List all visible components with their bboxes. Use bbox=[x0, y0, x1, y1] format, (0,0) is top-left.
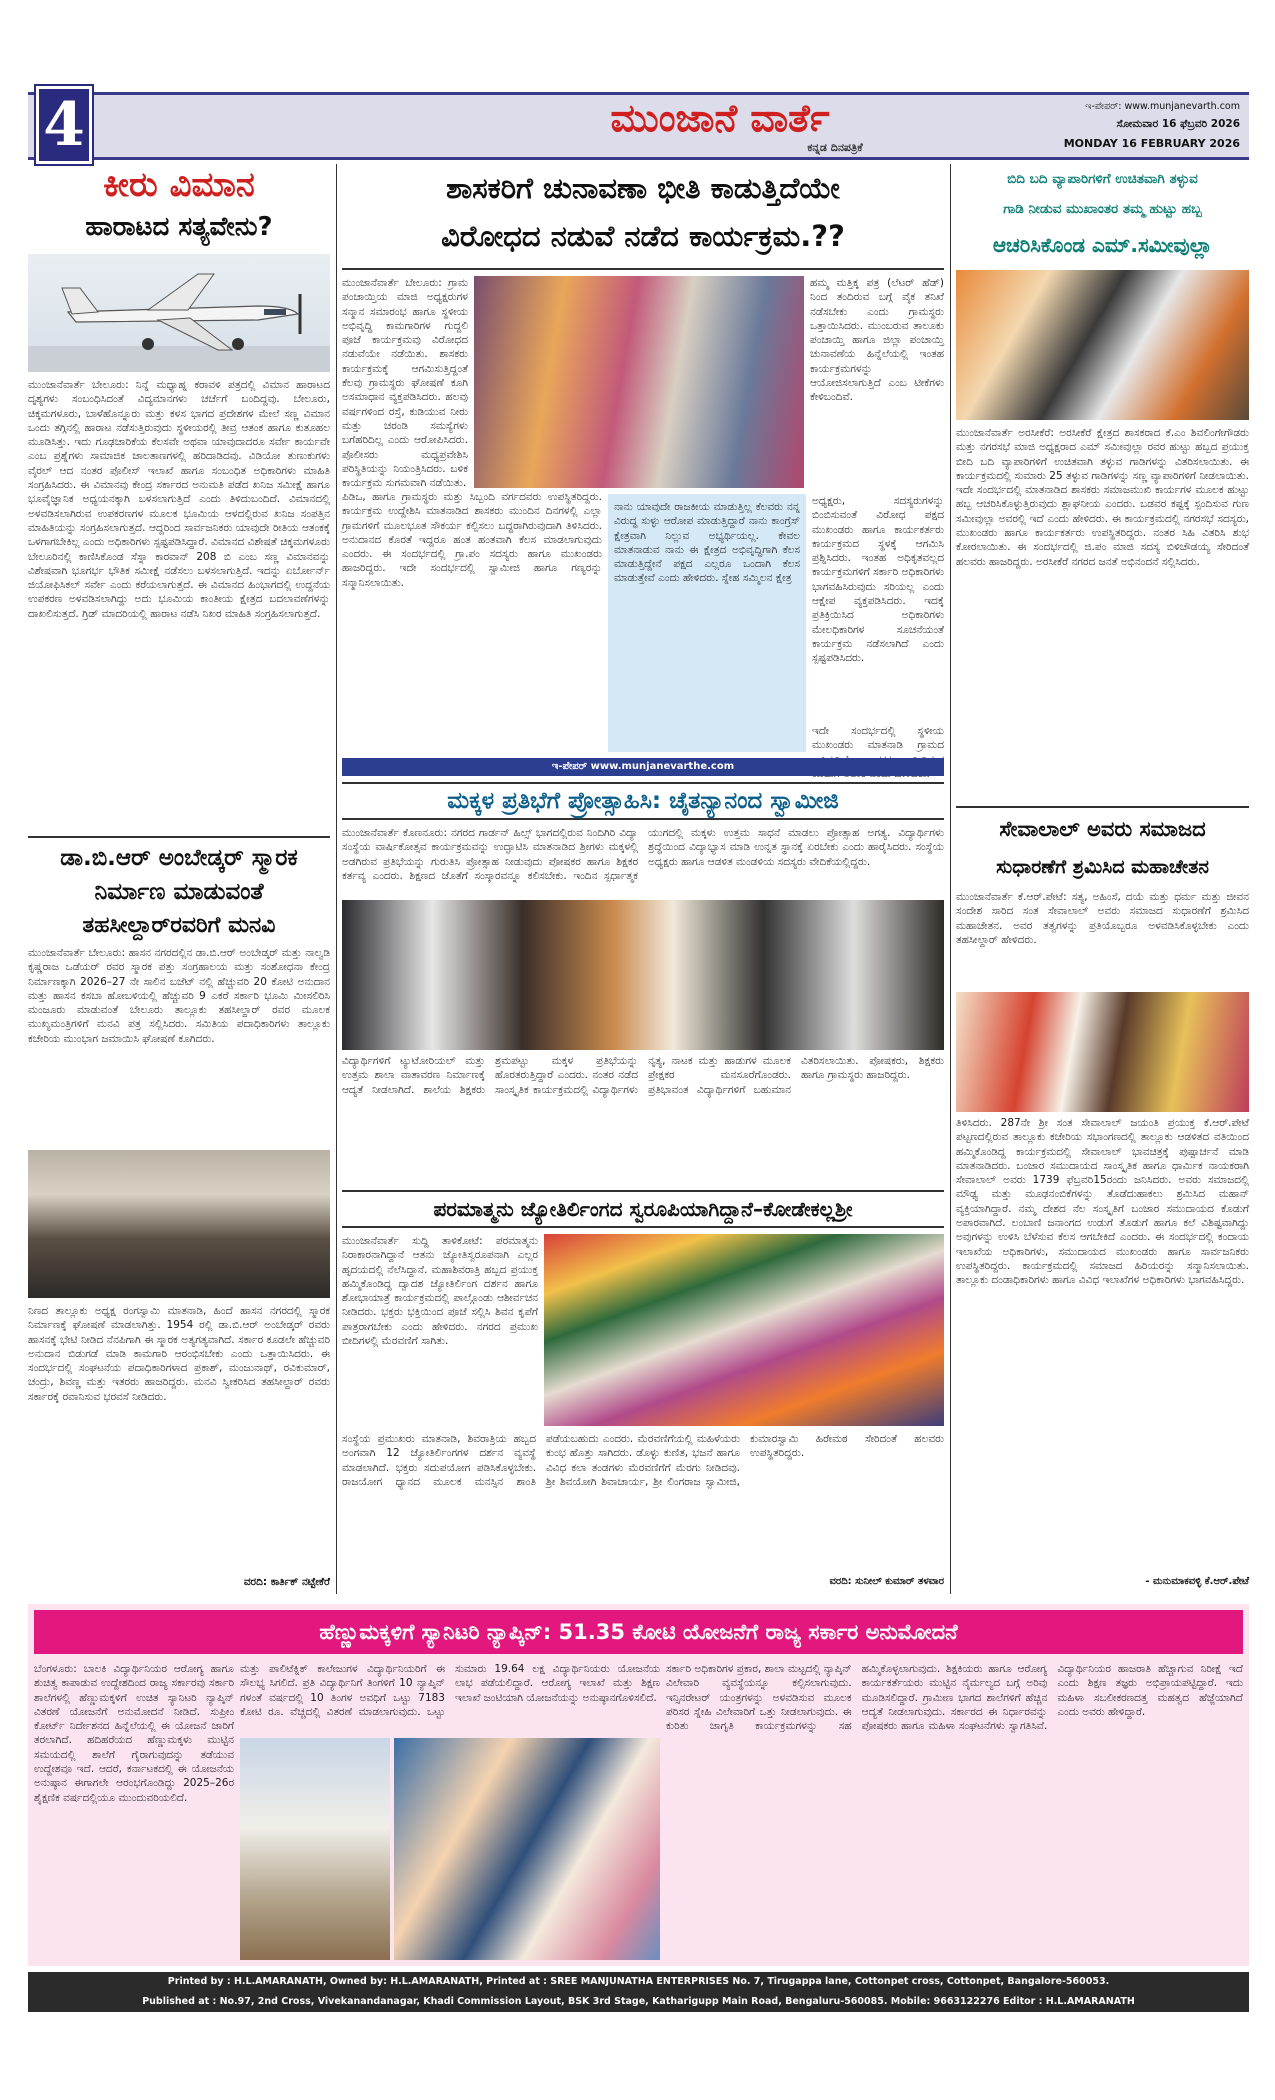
lead-body-3: ಹಮ್ಮ ಮತ್ತಿಕ್ಕ ಪತ್ರ (ಲೆಟರ್ ಹೆಡ್) ನಿಂದ ತಂದಿರುವ ಬಗ್ಗೆ ವೈಕ ತನಿಖೆ ನಡೆಸಬೇಕು ಎಂದು ಗ್ರಾಮಸ್ಥರು ಒತ್ತಾಯಿಸಿದರು. ಮುಂಬರುವ ತಾಲೂಕು ಪಂಚಾಯ್ತಿ ಹಾಗೂ ಜಿಲ್ಲಾ ಪಂಚಾಯ್ತಿ ಚುನಾವಣೆಯ ಹಿನ್ನೆಲೆಯಲ್ಲಿ ಇಂತಹ ಕಾರ್ಯಕ್ರಮಗಳನ್ನು ಆಯೋಜಿಸಲಾಗುತ್ತಿದೆ ಎಂಬ ಟೀಕೆಗಳು ಕೇಳಿಬಂದಿವೆ. bbox=[810, 277, 944, 404]
ambedkar-headline-1: ಡಾ.ಬಿ.ಆರ್ ಅಂಬೇಡ್ಕರ್ ಸ್ಮಾರಕ bbox=[60, 845, 298, 871]
vendor-headline-3: ಆಚರಿಸಿಕೊಂಡ ಎಮ್.ಸಮೀವುಲ್ಲಾ bbox=[992, 233, 1213, 257]
plane-body: ಮುಂಜಾನೆವಾರ್ತೆ ಬೇಲೂರು: ನಿನ್ನೆ ಮಧ್ಯಾಹ್ನ ಕರಾವಳಿ ಪತ್ರದಲ್ಲಿ ವಿಮಾನ ಹಾರಾಟದ ದೃಶ್ಯಗಳು ಸಂಬಂಧಿಸಿದಂತೆ ವಿದ್ಯಮಾನಗಳು ಚರ್ಚೆಗೆ ಬಂದಿದ್ದವು. ಬೇಲೂರು, ಚಿಕ್ಕಮಗಳೂರು, ಬಾಳೆಹೊನ್ನೂರು ಮತ್ತು ಕಳಸ ಭಾಗದ ಪ್ರದೇಶಗಳ ಮೇಲೆ ಸಣ್ಣ ವಿಮಾನ ಒಂದು ತಗ್ಗಿನಲ್ಲಿ ಹಾರಾಟ ನಡೆಸುತ್ತಿರುವುದು ಸ್ಥಳೀಯರಲ್ಲಿ ತೀವ್ರ ಆತಂಕ ಹಾಗೂ ಕುತೂಹಲ ಮೂಡಿಸಿತ್ತು. ಇದು ಗೂಢಚಾರಿಕೆಯ ಕೆಲಸವೇ ಅಥವಾ ಯಾವುದಾದರೂ ಸರ್ವೇ ಕಾರ್ಯವೇ ಎಂಬ ಪ್ರಶ್ನೆಗಳು ಸಾಮಾಜಿಕ ಜಾಲತಾಣಗಳಲ್ಲಿ ಹರಿದಾಡಿದವು. ವಿಡಿಯೋ ತುಣುಕುಗಳು ವೈರಲ್ ಆದ ನಂತರ ಪೊಲೀಸ್ ಇಲಾಖೆ ಹಾಗೂ ಸಂಬಂಧಿತ ಅಧಿಕಾರಿಗಳು ಮಾಹಿತಿ ಸಂಗ್ರಹಿಸಿದರು. ಈ ವಿಮಾನವು ಕೇಂದ್ರ ಸರ್ಕಾರದ ಅನುಮತಿ ಪಡೆದ ಖನಿಜ ಸಮೀಕ್ಷೆ ಹಾಗೂ ಭೂವೈಜ್ಞಾನಿಕ ಅಧ್ಯಯನಕ್ಕಾಗಿ ಬಳಸಲಾಗುತ್ತಿದೆ ಎಂದು ತಿಳಿದುಬಂದಿದೆ. ವಿಮಾನದಲ್ಲಿ ಅಳವಡಿಸಲಾಗಿರುವ ಉಪಕರಣಗಳ ಮೂಲಕ ಭೂಮಿಯ ಆಳದಲ್ಲಿರುವ ಖನಿಜ ಸಂಪತ್ತಿನ ಮಾಹಿತಿಯನ್ನು ಸಂಗ್ರಹಿಸಲಾಗುತ್ತದೆ. ಆದ್ದರಿಂದ ಸಾರ್ವಜನಿಕರು ಯಾವುದೇ ರೀತಿಯ ಆತಂಕಕ್ಕೆ ಒಳಗಾಗಬೇಕಿಲ್ಲ ಎಂದು ಅಧಿಕಾರಿಗಳು ಸ್ಪಷ್ಟಪಡಿಸಿದ್ದಾರೆ. ವಿಮಾನದ ವಿಶೇಷತೆ ಚಿಕ್ಕಮಗಳೂರು ಬೇಲೂರಿನಲ್ಲಿ ಕಾಣಿಸಿಕೊಂಡ ಸೆಸ್ನಾ ಕಾರವಾನ್ 208 ಬಿ ಎಂಬ ಸಣ್ಣ ವಿಮಾನವನ್ನು ವಿಶೇಷವಾಗಿ ಭೂಗರ್ಭ ಭೌತಿಕ ಸಮೀಕ್ಷೆ ನಡೆಸಲು ಬಳಸಲಾಗುತ್ತಿದೆ. ಇದನ್ನು ಏರ್ಬೋರ್ನ್ ಜಿಯೋಫಿಸಿಕಲ್ ಸರ್ವೇ ಎಂದು ಕರೆಯಲಾಗುತ್ತದೆ. ಈ ವಿಮಾನದ ಹಿಂಭಾಗದಲ್ಲಿ ಉದ್ದನೆಯ ಉಪಕರಣ ಅಳವಡಿಸಲಾಗಿದ್ದು ಅದು ಭೂಮಿಯ ಕಾಂತೀಯ ಕ್ಷೇತ್ರದ ಬದಲಾವಣೆಗಳನ್ನು ದಾಖಲಿಸುತ್ತದೆ. ಗ್ರಿಡ್ ಮಾದರಿಯಲ್ಲಿ ಹಾರಾಟ ನಡೆಸಿ ನಿಖರ ಮಾಹಿತಿ ಸಂಗ್ರಹಿಸಲಾಗುತ್ತದೆ. bbox=[28, 379, 330, 620]
paper-subtitle: ಕನ್ನಡ ದಿನಪತ್ರಿಕೆ bbox=[807, 141, 863, 154]
ambedkar-body-1: ಮುಂಜಾನೆವಾರ್ತೆ ಬೇಲೂರು: ಹಾಸನ ನಗರದಲ್ಲಿನ ಡಾ.ಬಿ.ಆರ್ ಅಂಬೇಡ್ಕರ್ ಮತ್ತು ನಾಲ್ವಡಿ ಕೃಷ್ಣರಾಜ ಒಡೆಯರ್ ರವರ ಸ್ಮಾರಕ ಪತ್ತು ಸಂಗ್ರಹಾಲಯ ಮತ್ತು ಸಂಶೋಧನಾ ಕೇಂದ್ರ ನಿರ್ಮಾಣಕ್ಕಾಗಿ 2026–27 ನೇ ಸಾಲಿನ ಬಜೆಟ್ ನಲ್ಲಿ ಹೆಚ್ಚುವರಿ 20 ಕೋಟಿ ಅನುದಾನ ಮತ್ತು ಹಾಸನ ಕಸಬಾ ಹೋಬಳಿಯಲ್ಲಿ ಹೆಚ್ಚುವರಿ 9 ಎಕರೆ ಸರ್ಕಾರಿ ಭೂಮಿ ಮೀಸಲಿರಿಸಿ ಮಂಜೂರು ಮಾಡುವಂತೆ ಬೇಲೂರು ತಾಲ್ಲೂಕು ತಹಸೀಲ್ದಾರ್ ರವರ ಮೂಲಕ ಮುಖ್ಯಮಂತ್ರಿಗಳಿಗೆ ಮನವಿ ಪತ್ರ ಸಲ್ಲಿಸಿದರು. ಸಮಿತಿಯ ಪದಾಧಿಕಾರಿಗಳು ತಾಲ್ಲೂಕು ಕಚೇರಿಯ ಮುಂಭಾಗ ಜಮಾಯಿಸಿ ಘೋಷಣೆ ಕೂಗಿದರು. bbox=[28, 947, 330, 1045]
masthead-date-en: MONDAY 16 FEBRUARY 2026 bbox=[1063, 137, 1240, 150]
sevalal-photo bbox=[956, 992, 1249, 1112]
sevalal-credit: - ಮನುಮಾಕವಳ್ಳಿ ಕೆ.ಆರ್.ಪೇಟೆ bbox=[1145, 1576, 1249, 1587]
imprint-footer bbox=[28, 1972, 1249, 2012]
masthead-site: ಇ-ಪೇಪರ್: www.munjanevarth.com bbox=[1085, 101, 1240, 112]
sevalal-headline-1: ಸೇವಾಲಾಲ್ ಅವರು ಸಮಾಜದ bbox=[999, 817, 1206, 841]
lead-body-2: ಪಿಡಿಒ, ಹಾಗೂ ಗ್ರಾಮಸ್ಥರು ಮತ್ತು ಸಿಬ್ಬಂದಿ ವರ್ಗದವರು ಉಪಸ್ಥಿತರಿದ್ದರು. ಕಾರ್ಯಕ್ರಮ ಉದ್ದೇಶಿಸಿ ಮಾತನಾಡಿದ ಶಾಸಕರು ಮುಂದಿನ ದಿನಗಳಲ್ಲಿ ಎಲ್ಲಾ ಗ್ರಾಮಗಳಿಗೆ ಮೂಲಭೂತ ಸೌಕರ್ಯ ಕಲ್ಪಿಸಲು ಬದ್ಧರಾಗಿರುವುದಾಗಿ ತಿಳಿಸಿದರು. ಅನುದಾನದ ಕೊರತೆ ಇದ್ದರೂ ಹಂತ ಹಂತವಾಗಿ ಕೆಲಸ ಮಾಡಲಾಗುವುದು ಎಂದರು. ಈ ಸಂದರ್ಭದಲ್ಲಿ ಗ್ರಾ.ಪಂ ಸದಸ್ಯರು ಹಾಗೂ ಮುಖಂಡರು ಹಾಜರಿದ್ದರು. ಇದೇ ಸಂದರ್ಭದಲ್ಲಿ ಸ್ವಾಮೀಜಿ ಹಾಗೂ ಗಣ್ಯರನ್ನು ಸನ್ಮಾನಿಸಲಾಯಿತು. bbox=[342, 491, 602, 589]
children-headline: ಮಕ್ಕಳ ಪ್ರತಿಭೆಗೆ ಪ್ರೋತ್ಸಾಹಿಸಿ: ಚೈತನ್ಯಾನಂದ ಸ್ವಾಮೀಜಿ bbox=[447, 788, 839, 814]
plane-headline-1: ಕೀರು ವಿಮಾನ bbox=[103, 165, 255, 205]
divider bbox=[956, 806, 1249, 808]
kodekal-body-2: ಸಂಸ್ಥೆಯ ಪ್ರಮುಖರು ಮಾತನಾಡಿ, ಶಿವರಾತ್ರಿಯ ಹಬ್ಬದ ಅಂಗವಾಗಿ 12 ಜ್ಯೋತಿರ್ಲಿಂಗಗಳ ದರ್ಶನ ವ್ಯವಸ್ಥೆ ಮಾಡಲಾಗಿದೆ. ಭಕ್ತರು ಸದುಪಯೋಗ ಪಡಿಸಿಕೊಳ್ಳಬೇಕು. ರಾಜಯೋಗ ಧ್ಯಾನದ ಮೂಲಕ ಮನಸ್ಸಿನ ಶಾಂತಿ ಪಡೆಯಬಹುದು ಎಂದರು. ಮೆರವಣಿಗೆಯಲ್ಲಿ ಮಹಿಳೆಯರು ಕುಂಭ ಹೊತ್ತು ಸಾಗಿದರು. ಡೊಳ್ಳು ಕುಣಿತ, ಭಜನೆ ಹಾಗೂ ವಿವಿಧ ಕಲಾ ತಂಡಗಳು ಮೆರವಣಿಗೆಗೆ ಮೆರಗು ನೀಡಿದವು. ಶ್ರೀ ಶಿವಯೋಗಿ ಶಿವಾಚಾರ್ಯ, ಶ್ರೀ ಲಿಂಗರಾಜ ಸ್ವಾಮೀಜಿ, ಕುಮಾರಸ್ವಾಮಿ ಹಿರೇಮಠ ಸೇರಿದಂತೆ ಹಲವರು ಉಪಸ್ಥಿತರಿದ್ದರು. bbox=[342, 1433, 944, 1488]
vendor-body: ಮುಂಜಾನೆವಾರ್ತೆ ಅರಸೀಕೆರೆ: ಅರಸೀಕೆರೆ ಕ್ಷೇತ್ರದ ಶಾಸಕರಾದ ಕೆ.ಎಂ ಶಿವಲಿಂಗೇಗೌಡರು ಮತ್ತು ನಗರಸಭೆ ಮಾಜಿ ಅಧ್ಯಕ್ಷರಾದ ಎಮ್ ಸಮೀವುಲ್ಲಾ ರವರ ಹುಟ್ಟು ಹಬ್ಬದ ಪ್ರಯುಕ್ತ ಬೀದಿ ಬದಿ ವ್ಯಾಪಾರಿಗಳಿಗೆ ಉಚಿತವಾಗಿ ತಳ್ಳುವ ಗಾಡಿಗಳನ್ನು ವಿತರಿಸಲಾಯಿತು. ಈ ಕಾರ್ಯಕ್ರಮದಲ್ಲಿ ಸುಮಾರು 25 ತಳ್ಳುವ ಗಾಡಿಗಳನ್ನು ಸಣ್ಣ ವ್ಯಾಪಾರಿಗಳಿಗೆ ನೀಡಲಾಯಿತು. ಇದೇ ಸಂದರ್ಭದಲ್ಲಿ ಮಾತನಾಡಿದ ಶಾಸಕರು ಸಮಾಜಮುಖಿ ಕಾರ್ಯಗಳ ಮೂಲಕ ಹುಟ್ಟು ಹಬ್ಬ ಆಚರಿಸಿಕೊಳ್ಳುತ್ತಿರುವುದು ಶ್ಲಾಘನೀಯ ಎಂದರು. ಬಡವರ ಕಷ್ಟಕ್ಕೆ ಸ್ಪಂದಿಸುವ ಗುಣ ಸಮೀವುಲ್ಲಾ ಅವರಲ್ಲಿ ಇದೆ ಎಂದು ಹೇಳಿದರು. ಈ ಕಾರ್ಯಕ್ರಮದಲ್ಲಿ ನಗರಸಭೆ ಸದಸ್ಯರು, ಮುಖಂಡರು ಹಾಗೂ ಕಾರ್ಯಕರ್ತರು ಉಪಸ್ಥಿತರಿದ್ದರು. ನಂತರ ಸಿಹಿ ವಿತರಿಸಿ ಶುಭ ಕೋರಲಾಯಿತು. ಈ ಸಂದರ್ಭದಲ್ಲಿ ಜಿ.ಪಂ ಮಾಜಿ ಸದಸ್ಯ ಬಿಳಿಚೌಡಯ್ಯ ಸೇರಿದಂತೆ ಹಲವರು ಹಾಜರಿದ್ದರು. ಅರಸೀಕೆರೆ ನಗರದ ಜನತೆ ಅಭಿನಂದನೆ ಸಲ್ಲಿಸಿದರು. bbox=[956, 427, 1250, 568]
sanitary-headline-bar bbox=[34, 1610, 1243, 1654]
sanitary-body-2: ಮತ್ತು ಪಾಲಿಟೆಕ್ನಿಕ್ ಕಾಲೇಜುಗಳ ವಿದ್ಯಾರ್ಥಿನಿಯರಿಗೆ ಈ ಸೌಲಭ್ಯ ಸಿಗಲಿದೆ. ಪ್ರತಿ ವಿದ್ಯಾರ್ಥಿನಿಗೆ ತಿಂಗಳಿಗೆ 10 ನ್ಯಾಪ್ಕಿನ್ ಗಳಂತೆ ವರ್ಷದಲ್ಲಿ 10 ತಿಂಗಳ ಅವಧಿಗೆ ಒಟ್ಟು 7183 ಕೋಟಿ ರೂ. ವೆಚ್ಚದಲ್ಲಿ ವಿತರಣೆ ಮಾಡಲಾಗುವುದು. ಒಟ್ಟು ಸುಮಾರು 19.64 ಲಕ್ಷ ವಿದ್ಯಾರ್ಥಿನಿಯರು ಯೋಜನೆಯ ಲಾಭ ಪಡೆಯಲಿದ್ದಾರೆ. ಆರೋಗ್ಯ ಇಲಾಖೆ ಮತ್ತು ಶಿಕ್ಷಣ ಇಲಾಖೆ ಜಂಟಿಯಾಗಿ ಯೋಜನೆಯನ್ನು ಅನುಷ್ಠಾನಗೊಳಿಸಲಿದೆ. bbox=[240, 1663, 660, 1718]
plane-headline-2: ಹಾರಾಟದ ಸತ್ಯವೇನು? bbox=[85, 212, 273, 242]
paper-title: ಮುಂಜಾನೆ ವಾರ್ತೆ bbox=[610, 96, 830, 140]
column-rule-left bbox=[336, 164, 337, 1594]
kodekal-photo bbox=[544, 1234, 944, 1426]
lead-body-4: ಅಧ್ಯಕ್ಷರು, ಸದಸ್ಯರುಗಳನ್ನು ಬಿಂಬಿಸುವಂತೆ ವಿರೋಧ ಪಕ್ಷದ ಮುಖಂಡರು ಹಾಗೂ ಕಾರ್ಯಕರ್ತರು ಕಾರ್ಯಕ್ರಮದ ಸ್ಥಳಕ್ಕೆ ಆಗಮಿಸಿ ಪ್ರಶ್ನಿಸಿದರು. ಇಂತಹ ಅಧಿಕೃತವಲ್ಲದ ಕಾರ್ಯಕ್ರಮಗಳಿಗೆ ಸರ್ಕಾರಿ ಅಧಿಕಾರಿಗಳು ಭಾಗವಹಿಸಿರುವುದು ಸರಿಯಲ್ಲ ಎಂದು ಆಕ್ಷೇಪ ವ್ಯಕ್ತಪಡಿಸಿದರು. ಇದಕ್ಕೆ ಪ್ರತಿಕ್ರಿಯಿಸಿದ ಅಧಿಕಾರಿಗಳು ಮೇಲಧಿಕಾರಿಗಳ ಸೂಚನೆಯಂತೆ ಕಾರ್ಯಕ್ರಮ ನಡೆಸಲಾಗಿದೆ ಎಂದು ಸ್ಪಷ್ಟಪಡಿಸಿದರು. bbox=[812, 495, 944, 665]
children-body-1: ಮುಂಜಾನೆವಾರ್ತೆ ಕೊಣನೂರು: ನಗರದ ಗಾರ್ಡನ್ ಹಿಲ್ಸ್ ಭಾಗದಲ್ಲಿರುವ ನಿಂದಿಗಿರಿ ವಿದ್ಯಾ ಸಂಸ್ಥೆಯ ವಾರ್ಷಿಕೋತ್ಸವ ಕಾರ್ಯಕ್ರಮವನ್ನು ಉದ್ಘಾಟಿಸಿ ಮಾತನಾಡಿದ ಶ್ರೀಗಳು ಮಕ್ಕಳಲ್ಲಿ ಅಡಗಿರುವ ಪ್ರತಿಭೆಯನ್ನು ಗುರುತಿಸಿ ಪ್ರೋತ್ಸಾಹ ನೀಡುವುದು ಪೋಷಕರ ಹಾಗೂ ಶಿಕ್ಷಕರ ಕರ್ತವ್ಯ ಎಂದರು. ಶಿಕ್ಷಣದ ಜೊತೆಗೆ ಸಂಸ್ಕಾರವನ್ನೂ ಕಲಿಸಬೇಕು. ಇಂದಿನ ಸ್ಪರ್ಧಾತ್ಮಕ ಯುಗದಲ್ಲಿ ಮಕ್ಕಳು ಉತ್ತಮ ಸಾಧನೆ ಮಾಡಲು ಪ್ರೋತ್ಸಾಹ ಅಗತ್ಯ. ವಿದ್ಯಾರ್ಥಿಗಳು ಶ್ರದ್ಧೆಯಿಂದ ವಿದ್ಯಾಭ್ಯಾಸ ಮಾಡಿ ಉನ್ನತ ಸ್ಥಾನಕ್ಕೆ ಏರಬೇಕು ಎಂದು ಹಾರೈಸಿದರು. ಸಂಸ್ಥೆಯ ಅಧ್ಯಕ್ಷರು ಹಾಗೂ ಆಡಳಿತ ಮಂಡಳಿಯ ಸದಸ್ಯರು ವೇದಿಕೆಯಲ್ಲಿದ್ದರು. bbox=[342, 827, 944, 882]
ambedkar-headline-3: ತಹಸೀಲ್ದಾರ್‌ರವರಿಗೆ ಮನವಿ bbox=[82, 913, 276, 938]
vendor-photo bbox=[956, 270, 1249, 420]
plane-photo bbox=[28, 254, 330, 372]
imprint-line-2: Published at : No.97, 2nd Cross, Vivekanandanagar, Khadi Commission Layout, BSK 3rd Stage, Katharigupp Main Road, Bengaluru-560085. Mobile: 9663122276 Editor : H.L.AMARANATH bbox=[142, 1996, 1135, 2007]
column-rule-right bbox=[950, 164, 951, 1594]
lead-headline-2: ವಿರೋಧದ ನಡುವೆ ನಡೆದ ಕಾರ್ಯಕ್ರಮ.?? bbox=[441, 219, 845, 253]
sanitary-photo-girls bbox=[394, 1738, 660, 1960]
kodekal-headline: ಪರಮಾತ್ಮನು ಜ್ಯೋತಿರ್ಲಿಂಗದ ಸ್ವರೂಪಿಯಾಗಿದ್ದಾನೆ–ಕೋಡೇಕಲ್ಲಶ್ರೀ bbox=[433, 1197, 853, 1221]
masthead-date-kn: ಸೋಮವಾರ 16 ಫೆಬ್ರವರಿ 2026 bbox=[1116, 118, 1240, 130]
lead-headline-1: ಶಾಸಕರಿಗೆ ಚುನಾವಣಾ ಭೀತಿ ಕಾಡುತ್ತಿದೆಯೇ bbox=[446, 171, 840, 205]
lead-quote-box bbox=[608, 494, 806, 752]
sanitary-body-1: ಬೆಂಗಳೂರು: ಬಾಲಕಿ ವಿದ್ಯಾರ್ಥಿನಿಯರ ಆರೋಗ್ಯ ಹಾಗೂ ಶುಚಿತ್ವ ಕಾಪಾಡುವ ಉದ್ದೇಶದಿಂದ ರಾಜ್ಯ ಸರ್ಕಾರವು ಸರ್ಕಾರಿ ಶಾಲೆಗಳಲ್ಲಿ ಹೆಣ್ಣುಮಕ್ಕಳಿಗೆ ಉಚಿತ ಸ್ಯಾನಿಟರಿ ನ್ಯಾಪ್ಕಿನ್ ವಿತರಣೆ ಯೋಜನೆಗೆ ಅನುಮೋದನೆ ನೀಡಿದೆ. ಸುಪ್ರೀಂ ಕೋರ್ಟ್ ನಿರ್ದೇಶನದ ಹಿನ್ನೆಲೆಯಲ್ಲಿ ಈ ಯೋಜನೆ ಜಾರಿಗೆ ತರಲಾಗಿದೆ. ಹದಿಹರೆಯದ ಹೆಣ್ಣುಮಕ್ಕಳು ಮುಟ್ಟಿನ ಸಮಯದಲ್ಲಿ ಶಾಲೆಗೆ ಗೈರಾಗುವುದನ್ನು ತಡೆಯುವ ಉದ್ದೇಶವೂ ಇದೆ. ಆದರೆ, ಕರ್ನಾಟಕದಲ್ಲಿ ಈ ಯೋಜನೆಯ ಅನುಷ್ಠಾನ ಈಗಾಗಲೇ ಆರಂಭಗೊಂಡಿದ್ದು 2025–26ರ ಶೈಕ್ಷಣಿಕ ವರ್ಷದಲ್ಲಿಯೂ ಮುಂದುವರಿಯಲಿದೆ. bbox=[34, 1663, 234, 1804]
divider bbox=[342, 268, 944, 270]
ambedkar-headline-2: ನಿರ್ಮಾಣ ಮಾಡುವಂತೆ bbox=[94, 879, 264, 905]
ambedkar-credit: ವರದಿ: ಕಾರ್ತಿಕ್ ನಟ್ಟೇಕೆರೆ bbox=[243, 1576, 330, 1588]
kodekal-headline-box bbox=[342, 1190, 944, 1228]
divider bbox=[28, 836, 330, 838]
lead-body-5: ಇದೇ ಸಂದರ್ಭದಲ್ಲಿ ಸ್ಥಳೀಯ ಮುಖಂಡರು ಮಾತನಾಡಿ ಗ್ರಾಮದ bbox=[812, 725, 944, 752]
imprint-line-1: Printed by : H.L.AMARANATH, Owned by: H.L.AMARANATH, Printed at : SREE MANJUNATHA ENTERPRISES No. 7, Tirugappa lane, Cottonpet cross, Cottonpet, Bangalore-560053. bbox=[167, 1976, 1110, 1987]
ambedkar-photo bbox=[28, 1150, 330, 1298]
lead-photo bbox=[474, 276, 804, 488]
vendor-headline-1: ಬಿದಿ ಬದಿ ವ್ಯಾಪಾರಿಗಳಿಗೆ ಉಚಿತವಾಗಿ ತಳ್ಳುವ bbox=[1007, 171, 1198, 187]
children-photo bbox=[342, 900, 944, 1050]
sanitary-headline: ಹೆಣ್ಣುಮಕ್ಕಳಿಗೆ ಸ್ಯಾನಿಟರಿ ನ್ಯಾಪ್ಕಿನ್: 51.35 ಕೋಟಿ ಯೋಜನೆಗೆ ರಾಜ್ಯ ಸರ್ಕಾರ ಅನುಮೋದನೆ bbox=[319, 1620, 958, 1644]
ambedkar-body-2: ನಿಣದ ತಾಲ್ಲೂಕು ಅಧ್ಯಕ್ಷ ರಂಗಸ್ವಾಮಿ ಮಾತನಾಡಿ, ಹಿಂದೆ ಹಾಸನ ನಗರದಲ್ಲಿ ಸ್ಮಾರಕ ನಿರ್ಮಾಣಕ್ಕೆ ಘೋಷಣೆ ಮಾಡಲಾಗಿತ್ತು. 1954 ರಲ್ಲಿ ಡಾ.ಬಿ.ಆರ್ ಅಂಬೇಡ್ಕರ್ ರವರು ಹಾಸನಕ್ಕೆ ಭೇಟಿ ನೀಡಿದ ನೆನಪಿಗಾಗಿ ಈ ಸ್ಮಾರಕ ಅತ್ಯಗತ್ಯವಾಗಿದೆ. ಸರ್ಕಾರ ಕೂಡಲೇ ಹೆಚ್ಚುವರಿ ಅನುದಾನ ಬಿಡುಗಡೆ ಮಾಡಿ ಕಾಮಗಾರಿ ಆರಂಭಿಸಬೇಕು ಎಂದು ಒತ್ತಾಯಿಸಿದರು. ಈ ಸಂದರ್ಭದಲ್ಲಿ ಸಂಘಟನೆಯ ಪದಾಧಿಕಾರಿಗಳಾದ ಪ್ರಕಾಶ್, ಮಂಜುನಾಥ್, ರವಿಕುಮಾರ್, ಚಂದ್ರು, ಶಿವಣ್ಣ ಮತ್ತು ಇತರರು ಹಾಜರಿದ್ದರು. ಮನವಿ ಸ್ವೀಕರಿಸಿದ ತಹಸೀಲ್ದಾರ್ ರವರು ಸರ್ಕಾರಕ್ಕೆ ರವಾನಿಸುವ ಭರವಸೆ ನೀಡಿದರು. bbox=[28, 1305, 330, 1403]
sanitary-photo-court bbox=[240, 1738, 390, 1960]
lead-website-strip: ಇ-ಪೇಪರ್ www.munjanevarthe.com bbox=[342, 758, 944, 776]
kodekal-body-1: ಮುಂಜಾನೆವಾರ್ತೆ ಸುದ್ದಿ ತಾಳಿಕೋಟೆ: ಪರಮಾತ್ಮನು ನಿರಾಕಾರನಾಗಿದ್ದಾನೆ ಆತನು ಜ್ಯೋತಿಸ್ವರೂಪನಾಗಿ ಎಲ್ಲರ ಹೃದಯದಲ್ಲಿ ನೆಲೆಸಿದ್ದಾನೆ. ಮಹಾಶಿವರಾತ್ರಿ ಹಬ್ಬದ ಪ್ರಯುಕ್ತ ಹಮ್ಮಿಕೊಂಡಿದ್ದ ದ್ವಾದಶ ಜ್ಯೋತಿರ್ಲಿಂಗ ದರ್ಶನ ಹಾಗೂ ಶೋಭಾಯಾತ್ರೆ ಕಾರ್ಯಕ್ರಮದಲ್ಲಿ ಪಾಲ್ಗೊಂಡು ಆಶೀರ್ವಚನ ನೀಡಿದರು. ಭಕ್ತರು ಭಕ್ತಿಯಿಂದ ಪೂಜೆ ಸಲ್ಲಿಸಿ ಶಿವನ ಕೃಪೆಗೆ ಪಾತ್ರರಾಗಬೇಕು ಎಂದು ಹೇಳಿದರು. ನಗರದ ಪ್ರಮುಖ ಬೀದಿಗಳಲ್ಲಿ ಮೆರವಣಿಗೆ ಸಾಗಿತು. bbox=[342, 1235, 538, 1348]
lead-body-1: ಮುಂಜಾನೆವಾರ್ತೆ ಬೇಲೂರು: ಗ್ರಾಮ ಪಂಚಾಯ್ತಿಯ ಮಾಜಿ ಅಧ್ಯಕ್ಷರುಗಳ ಸನ್ಮಾನ ಸಮಾರಂಭ ಹಾಗೂ ಸ್ಥಳೀಯ ಅಭಿವೃದ್ಧಿ ಕಾಮಗಾರಿಗಳ ಗುದ್ದಲಿ ಪೂಜೆ ಕಾರ್ಯಕ್ರಮವು ವಿರೋಧದ ನಡುವೆಯೇ ನಡೆಯಿತು. ಶಾಸಕರು ಕಾರ್ಯಕ್ರಮಕ್ಕೆ ಆಗಮಿಸುತ್ತಿದ್ದಂತೆ ಕೆಲವು ಗ್ರಾಮಸ್ಥರು ಘೋಷಣೆ ಕೂಗಿ ಅಸಮಾಧಾನ ವ್ಯಕ್ತಪಡಿಸಿದರು. ಹಲವು ವರ್ಷಗಳಿಂದ ರಸ್ತೆ, ಕುಡಿಯುವ ನೀರು ಮತ್ತು ಚರಂಡಿ ಸಮಸ್ಯೆಗಳು ಬಗೆಹರಿದಿಲ್ಲ ಎಂದು ಆರೋಪಿಸಿದರು. ಪೊಲೀಸರು ಮಧ್ಯಪ್ರವೇಶಿಸಿ ಪರಿಸ್ಥಿತಿಯನ್ನು ನಿಯಂತ್ರಿಸಿದರು. ಬಳಿಕ ಕಾರ್ಯಕ್ರಮ ಸುಗಮವಾಗಿ ನಡೆಯಿತು. bbox=[342, 277, 468, 490]
kodekal-credit: ವರದಿ: ಸುನೀಲ್ ಕುಮಾರ್ ತಳವಾರ bbox=[829, 1576, 944, 1587]
vendor-headline-2: ಗಾಡಿ ನೀಡುವ ಮುಖಾಂತರ ತಮ್ಮ ಹುಟ್ಟು ಹಬ್ಬ bbox=[1003, 201, 1202, 217]
children-headline-box bbox=[342, 782, 944, 820]
children-body-2: ವಿದ್ಯಾರ್ಥಿಗಳಿಗೆ ಟ್ಯುಟೋರಿಯಲ್ ಮತ್ತು ಉತ್ತಮ ಶಾಲಾ ವಾತಾವರಣ ನಿರ್ಮಾಣಕ್ಕೆ ಆದ್ಯತೆ ನೀಡಲಾಗಿದೆ. ಶಾಲೆಯ ಶಿಕ್ಷಕರು ಶ್ರಮಪಟ್ಟು ಮಕ್ಕಳ ಪ್ರತಿಭೆಯನ್ನು ಹೊರತರುತ್ತಿದ್ದಾರೆ ಎಂದರು. ನಂತರ ನಡೆದ ಸಾಂಸ್ಕೃತಿಕ ಕಾರ್ಯಕ್ರಮದಲ್ಲಿ ವಿದ್ಯಾರ್ಥಿಗಳು ನೃತ್ಯ, ನಾಟಕ ಮತ್ತು ಹಾಡುಗಳ ಮೂಲಕ ಪ್ರೇಕ್ಷಕರ ಮನಸೂರೆಗೊಂಡರು. ಪ್ರತಿಭಾವಂತ ವಿದ್ಯಾರ್ಥಿಗಳಿಗೆ ಬಹುಮಾನ ವಿತರಿಸಲಾಯಿತು. ಪೋಷಕರು, ಶಿಕ್ಷಕರು ಹಾಗೂ ಗ್ರಾಮಸ್ಥರು ಹಾಜರಿದ್ದರು. bbox=[342, 1055, 944, 1096]
sevalal-headline-2: ಸುಧಾರಣೆಗೆ ಶ್ರಮಿಸಿದ ಮಹಾಚೇತನ bbox=[996, 856, 1209, 878]
page-number: 4 bbox=[36, 86, 92, 164]
lead-quote-text: ನಾನು ಯಾವುದೇ ರಾಜಕೀಯ ಮಾಡುತ್ತಿಲ್ಲ ಕೆಲವರು ನನ್ನ ವಿರುದ್ಧ ಸುಳ್ಳು ಆರೋಪ ಮಾಡುತ್ತಿದ್ದಾರೆ ನಾನು ಕಾಂಗ್ರೆಸ್ ಕ್ಷೇತ್ರವಾಗಿ ನಿಲ್ಲುವ ಅಭ್ಯರ್ಥಿಯಲ್ಲ. ಕೇವಲ ಮಾತನಾಡುವ ನಾನು ಈ ಕ್ಷೇತ್ರದ ಅಭಿವೃದ್ಧಿಗಾಗಿ ಕೆಲಸ ಮಾಡುತ್ತಿದ್ದೇನೆ ಪಕ್ಷದ ಎಲ್ಲರೂ ಒಂದಾಗಿ ಕೆಲಸ ಮಾಡುತ್ತೇವೆ ಎಂದು ಹೇಳಿದರು. ಸ್ನೇಹ ಸಮ್ಮಿಲನ ಕ್ಷೇತ್ರ bbox=[614, 501, 800, 585]
sevalal-body-1: ಮುಂಜಾನೆವಾರ್ತೆ ಕೆ.ಆರ್.ಪೇಟೆ: ಸತ್ಯ, ಅಹಿಂಸೆ, ದಯೆ ಮತ್ತು ಧರ್ಮ ಮತ್ತು ಜೀವನ ಸಂದೇಶ ಸಾರಿದ ಸಂತ ಸೇವಾಲಾಲ್ ಅವರು ಸಮಾಜದ ಸುಧಾರಣೆಗೆ ಶ್ರಮಿಸಿದ ಮಹಾಚೇತನ. ಅವರ ತತ್ವಗಳನ್ನು ಪ್ರತಿಯೊಬ್ಬರೂ ಅಳವಡಿಸಿಕೊಳ್ಳಬೇಕು ಎಂದು ತಹಸೀಲ್ದಾರ್ ಹೇಳಿದರು. bbox=[956, 891, 1249, 946]
sanitary-body-3: ಸರ್ಕಾರಿ ಅಧಿಕಾರಿಗಳ ಪ್ರಕಾರ, ಶಾಲಾ ಮಟ್ಟದಲ್ಲಿ ನ್ಯಾಪ್ಕಿನ್ ವಿಲೇವಾರಿ ವ್ಯವಸ್ಥೆಯನ್ನೂ ಕಲ್ಪಿಸಲಾಗುವುದು. ಇನ್ಸಿನರೇಟರ್ ಯಂತ್ರಗಳನ್ನು ಅಳವಡಿಸುವ ಮೂಲಕ ಪರಿಸರ ಸ್ನೇಹಿ ವಿಲೇವಾರಿಗೆ ಒತ್ತು ನೀಡಲಾಗುವುದು. ಈ ಕುರಿತು ಜಾಗೃತಿ ಕಾರ್ಯಕ್ರಮಗಳನ್ನು ಸಹ ಹಮ್ಮಿಕೊಳ್ಳಲಾಗುವುದು. ಶಿಕ್ಷಕಿಯರು ಹಾಗೂ ಆರೋಗ್ಯ ಕಾರ್ಯಕರ್ತೆಯರು ಮುಟ್ಟಿನ ನೈರ್ಮಲ್ಯದ ಬಗ್ಗೆ ಅರಿವು ಮೂಡಿಸಲಿದ್ದಾರೆ. ಗ್ರಾಮೀಣ ಭಾಗದ ಶಾಲೆಗಳಿಗೆ ಹೆಚ್ಚಿನ ಆದ್ಯತೆ ನೀಡಲಾಗುವುದು. ಸರ್ಕಾರದ ಈ ನಿರ್ಧಾರವನ್ನು ಪೋಷಕರು ಹಾಗೂ ಮಹಿಳಾ ಸಂಘಟನೆಗಳು ಸ್ವಾಗತಿಸಿವೆ. ವಿದ್ಯಾರ್ಥಿನಿಯರ ಹಾಜರಾತಿ ಹೆಚ್ಚಾಗುವ ನಿರೀಕ್ಷೆ ಇದೆ ಎಂದು ಶಿಕ್ಷಣ ತಜ್ಞರು ಅಭಿಪ್ರಾಯಪಟ್ಟಿದ್ದಾರೆ. ಇದು ಮಹಿಳಾ ಸಬಲೀಕರಣದತ್ತ ಮಹತ್ವದ ಹೆಜ್ಜೆಯಾಗಿದೆ ಎಂದು ಅವರು ಹೇಳಿದ್ದಾರೆ. bbox=[666, 1663, 1243, 1733]
sevalal-body-2: ತಿಳಿಸಿದರು. 287ನೇ ಶ್ರೀ ಸಂತ ಸೇವಾಲಾಲ್ ಜಯಂತಿ ಪ್ರಯುಕ್ತ ಕೆ.ಆರ್.ಪೇಟೆ ಪಟ್ಟಣದಲ್ಲಿರುವ ತಾಲ್ಲೂಕು ಕಚೇರಿಯ ಸಭಾಂಗಣದಲ್ಲಿ ತಾಲ್ಲೂಕು ಆಡಳಿತದ ವತಿಯಿಂದ ಹಮ್ಮಿಕೊಂಡಿದ್ದ ಕಾರ್ಯಕ್ರಮದಲ್ಲಿ ಸೇವಾಲಾಲ್ ಭಾವಚಿತ್ರಕ್ಕೆ ಪುಷ್ಪಾರ್ಚನೆ ಮಾಡಿ ಮಾತನಾಡಿದರು. ಬಂಜಾರ ಸಮುದಾಯದ ಸಾಂಸ್ಕೃತಿಕ ಹಾಗೂ ಧಾರ್ಮಿಕ ನಾಯಕರಾಗಿ ಸೇವಾಲಾಲ್ ಅವರು 1739 ಫೆಬ್ರವರಿ15ರಂದು ಜನಿಸಿದರು. ಅವರು ಸಮಾಜದಲ್ಲಿ ಮೌಢ್ಯ ಮತ್ತು ಮೂಢನಂಬಿಕೆಗಳನ್ನು ತೊಡೆದುಹಾಕಲು ಶ್ರಮಿಸಿದ ಮಹಾನ್ ವ್ಯಕ್ತಿಯಾಗಿದ್ದಾರೆ. ನಮ್ಮ ದೇಶದ ನೆಲ ಸಂಸ್ಕೃತಿಗೆ ಬಂಜಾರ ಸಮುದಾಯದ ಕೊಡುಗೆ ಅಪಾರವಾಗಿದೆ. ಲಂಬಾಣಿ ಜನಾಂಗದ ಉಡುಗೆ ತೊಡುಗೆ ಹಾಗೂ ಕಲೆ ವಿಶಿಷ್ಟವಾಗಿದ್ದು ಅವುಗಳನ್ನು ಉಳಿಸಿ ಬೆಳೆಸುವ ಕೆಲಸ ಆಗಬೇಕಿದೆ ಎಂದರು. ಈ ಸಂದರ್ಭದಲ್ಲಿ ಕಂದಾಯ ಇಲಾಖೆಯ ಅಧಿಕಾರಿಗಳು, ಸಮುದಾಯದ ಮುಖಂಡರು ಹಾಗೂ ಸಾರ್ವಜನಿಕರು ಉಪಸ್ಥಿತರಿದ್ದರು. ಕಾರ್ಯಕ್ರಮದಲ್ಲಿ ಸಮಾಜದ ಹಿರಿಯರನ್ನು ಸನ್ಮಾನಿಸಲಾಯಿತು. ತಾಲ್ಲೂಕು ದಂಡಾಧಿಕಾರಿಗಳು ಹಾಗೂ ವಿವಿಧ ಇಲಾಖೆಗಳ ಅಧಿಕಾರಿಗಳು ಭಾಗವಹಿಸಿದ್ದರು. bbox=[956, 1117, 1249, 1287]
